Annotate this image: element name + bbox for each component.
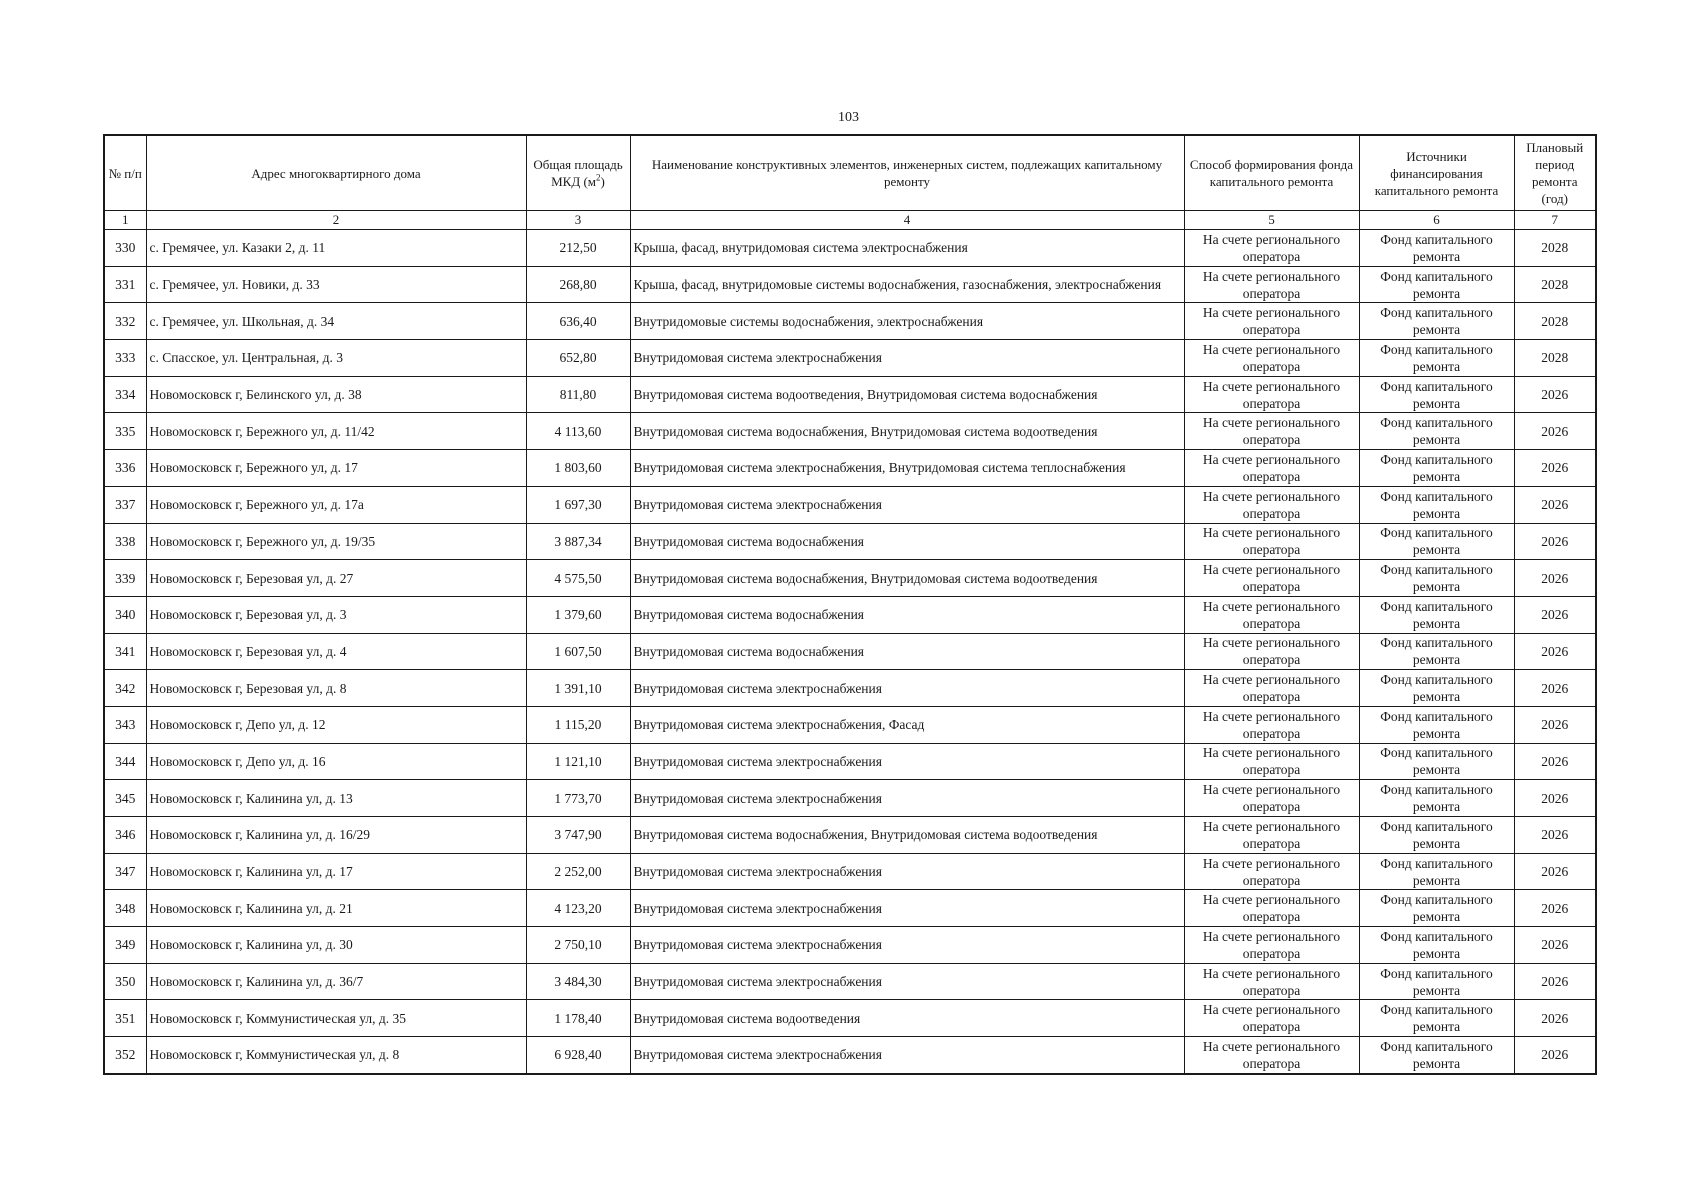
house-address: Новомосковск г, Бережного ул, д. 17	[146, 450, 526, 487]
row-number: 341	[104, 633, 146, 670]
repair-elements: Внутридомовая система электроснабжения	[630, 340, 1184, 377]
repair-elements: Внутридомовая система электроснабжения	[630, 1037, 1184, 1074]
row-number: 335	[104, 413, 146, 450]
fund-method: На счете регионального оператора	[1184, 413, 1359, 450]
fund-method: На счете регионального оператора	[1184, 890, 1359, 927]
row-number: 332	[104, 303, 146, 340]
row-number: 352	[104, 1037, 146, 1074]
total-area: 636,40	[526, 303, 630, 340]
total-area: 2 252,00	[526, 853, 630, 890]
table-row	[104, 1037, 1596, 1074]
header-area-sup: 2	[596, 172, 601, 183]
planned-year: 2026	[1514, 523, 1596, 560]
funding-source: Фонд капитального ремонта	[1359, 230, 1514, 267]
funding-source: Фонд капитального ремонта	[1359, 780, 1514, 817]
repair-elements: Внутридомовая система электроснабжения	[630, 890, 1184, 927]
total-area: 1 115,20	[526, 706, 630, 743]
repair-elements: Внутридомовая система электроснабжения	[630, 780, 1184, 817]
table-row	[104, 890, 1596, 927]
row-number: 338	[104, 523, 146, 560]
planned-year: 2026	[1514, 853, 1596, 890]
fund-method: На счете регионального оператора	[1184, 340, 1359, 377]
fund-method: На счете регионального оператора	[1184, 523, 1359, 560]
column-number: 3	[526, 211, 630, 230]
house-address: Новомосковск г, Калинина ул, д. 16/29	[146, 817, 526, 854]
table-row	[104, 780, 1596, 817]
house-address: Новомосковск г, Коммунистическая ул, д. 8	[146, 1037, 526, 1074]
total-area: 3 484,30	[526, 963, 630, 1000]
repair-elements: Внутридомовая система водоснабжения, Внутридомовая система водоотведения	[630, 413, 1184, 450]
fund-method: На счете регионального оператора	[1184, 486, 1359, 523]
row-number: 340	[104, 596, 146, 633]
funding-source: Фонд капитального ремонта	[1359, 266, 1514, 303]
total-area: 1 178,40	[526, 1000, 630, 1037]
repair-elements: Внутридомовая система водоснабжения	[630, 596, 1184, 633]
row-number: 330	[104, 230, 146, 267]
funding-source: Фонд капитального ремонта	[1359, 1037, 1514, 1074]
capital-repair-table	[103, 134, 1597, 1075]
total-area: 1 773,70	[526, 780, 630, 817]
table-row	[104, 560, 1596, 597]
row-number: 342	[104, 670, 146, 707]
table-row	[104, 413, 1596, 450]
planned-year: 2026	[1514, 963, 1596, 1000]
table-row	[104, 743, 1596, 780]
row-number: 337	[104, 486, 146, 523]
planned-year: 2026	[1514, 780, 1596, 817]
total-area: 268,80	[526, 266, 630, 303]
funding-source: Фонд капитального ремонта	[1359, 523, 1514, 560]
fund-method: На счете регионального оператора	[1184, 596, 1359, 633]
fund-method: На счете регионального оператора	[1184, 780, 1359, 817]
fund-method: На счете регионального оператора	[1184, 266, 1359, 303]
table-row	[104, 963, 1596, 1000]
row-number: 345	[104, 780, 146, 817]
column-number: 6	[1359, 211, 1514, 230]
table-body	[104, 230, 1596, 1074]
repair-elements: Внутридомовая система электроснабжения	[630, 853, 1184, 890]
fund-method: На счете регионального оператора	[1184, 303, 1359, 340]
planned-year: 2026	[1514, 486, 1596, 523]
header-period: Плановый период ремонта (год)	[1514, 135, 1596, 211]
funding-source: Фонд капитального ремонта	[1359, 303, 1514, 340]
house-address: Новомосковск г, Березовая ул, д. 27	[146, 560, 526, 597]
house-address: Новомосковск г, Калинина ул, д. 36/7	[146, 963, 526, 1000]
house-address: Новомосковск г, Белинского ул, д. 38	[146, 376, 526, 413]
repair-elements: Внутридомовая система электроснабжения	[630, 963, 1184, 1000]
row-number: 339	[104, 560, 146, 597]
planned-year: 2028	[1514, 303, 1596, 340]
row-number: 348	[104, 890, 146, 927]
funding-source: Фонд капитального ремонта	[1359, 890, 1514, 927]
row-number: 336	[104, 450, 146, 487]
funding-source: Фонд капитального ремонта	[1359, 927, 1514, 964]
table-row	[104, 670, 1596, 707]
table-row	[104, 376, 1596, 413]
funding-source: Фонд капитального ремонта	[1359, 853, 1514, 890]
total-area: 1 379,60	[526, 596, 630, 633]
row-number: 334	[104, 376, 146, 413]
table-row	[104, 853, 1596, 890]
total-area: 652,80	[526, 340, 630, 377]
house-address: Новомосковск г, Березовая ул, д. 3	[146, 596, 526, 633]
total-area: 1 607,50	[526, 633, 630, 670]
funding-source: Фонд капитального ремонта	[1359, 376, 1514, 413]
funding-source: Фонд капитального ремонта	[1359, 963, 1514, 1000]
house-address: с. Гремячее, ул. Новики, д. 33	[146, 266, 526, 303]
row-number: 346	[104, 817, 146, 854]
total-area: 1 121,10	[526, 743, 630, 780]
total-area: 6 928,40	[526, 1037, 630, 1074]
funding-source: Фонд капитального ремонта	[1359, 1000, 1514, 1037]
table-row	[104, 450, 1596, 487]
house-address: Новомосковск г, Калинина ул, д. 13	[146, 780, 526, 817]
row-number: 349	[104, 927, 146, 964]
total-area: 1 391,10	[526, 670, 630, 707]
repair-elements: Внутридомовая система водоотведения, Внутридомовая система водоснабжения	[630, 376, 1184, 413]
repair-elements: Внутридомовая система водоснабжения, Внутридомовая система водоотведения	[630, 560, 1184, 597]
fund-method: На счете регионального оператора	[1184, 743, 1359, 780]
planned-year: 2026	[1514, 670, 1596, 707]
repair-elements: Крыша, фасад, внутридомовые системы водоснабжения, газоснабжения, электроснабжения	[630, 266, 1184, 303]
funding-source: Фонд капитального ремонта	[1359, 670, 1514, 707]
page-number: 103	[838, 110, 859, 125]
header-area-close: )	[600, 174, 605, 189]
header-source: Источники финансирования капитального ремонта	[1359, 135, 1514, 211]
repair-elements: Внутридомовая система электроснабжения	[630, 486, 1184, 523]
funding-source: Фонд капитального ремонта	[1359, 706, 1514, 743]
row-number: 344	[104, 743, 146, 780]
planned-year: 2026	[1514, 706, 1596, 743]
house-address: Новомосковск г, Бережного ул, д. 11/42	[146, 413, 526, 450]
total-area: 4 575,50	[526, 560, 630, 597]
planned-year: 2026	[1514, 1037, 1596, 1074]
header-num: № п/п	[104, 135, 146, 211]
planned-year: 2026	[1514, 376, 1596, 413]
total-area: 2 750,10	[526, 927, 630, 964]
house-address: Новомосковск г, Бережного ул, д. 17а	[146, 486, 526, 523]
table-row	[104, 266, 1596, 303]
funding-source: Фонд капитального ремонта	[1359, 486, 1514, 523]
repair-elements: Внутридомовая система электроснабжения, Внутридомовая система теплоснабжения	[630, 450, 1184, 487]
row-number: 347	[104, 853, 146, 890]
house-address: Новомосковск г, Калинина ул, д. 21	[146, 890, 526, 927]
total-area: 212,50	[526, 230, 630, 267]
repair-elements: Крыша, фасад, внутридомовая система электроснабжения	[630, 230, 1184, 267]
funding-source: Фонд капитального ремонта	[1359, 817, 1514, 854]
table-row	[104, 633, 1596, 670]
planned-year: 2028	[1514, 230, 1596, 267]
fund-method: На счете регионального оператора	[1184, 927, 1359, 964]
planned-year: 2026	[1514, 927, 1596, 964]
header-address: Адрес многоквартирного дома	[146, 135, 526, 211]
row-number: 331	[104, 266, 146, 303]
house-address: Новомосковск г, Депо ул, д. 12	[146, 706, 526, 743]
planned-year: 2026	[1514, 1000, 1596, 1037]
repair-elements: Внутридомовая система электроснабжения	[630, 743, 1184, 780]
table-row	[104, 596, 1596, 633]
table-header-row	[104, 135, 1596, 211]
house-address: Новомосковск г, Березовая ул, д. 4	[146, 633, 526, 670]
repair-elements: Внутридомовая система водоснабжения, Внутридомовая система водоотведения	[630, 817, 1184, 854]
column-number: 2	[146, 211, 526, 230]
fund-method: На счете регионального оператора	[1184, 706, 1359, 743]
planned-year: 2026	[1514, 890, 1596, 927]
fund-method: На счете регионального оператора	[1184, 670, 1359, 707]
fund-method: На счете регионального оператора	[1184, 633, 1359, 670]
header-method: Способ формирования фонда капитального ремонта	[1184, 135, 1359, 211]
repair-elements: Внутридомовая система водоснабжения	[630, 633, 1184, 670]
funding-source: Фонд капитального ремонта	[1359, 633, 1514, 670]
house-address: Новомосковск г, Березовая ул, д. 8	[146, 670, 526, 707]
fund-method: На счете регионального оператора	[1184, 230, 1359, 267]
column-number: 7	[1514, 211, 1596, 230]
header-area	[526, 135, 630, 211]
repair-elements: Внутридомовая система водоснабжения	[630, 523, 1184, 560]
table-row	[104, 1000, 1596, 1037]
table-row	[104, 817, 1596, 854]
planned-year: 2028	[1514, 266, 1596, 303]
header-area-text: Общая площадь МКД (м	[533, 157, 623, 189]
fund-method: На счете регионального оператора	[1184, 1000, 1359, 1037]
total-area: 4 123,20	[526, 890, 630, 927]
row-number: 351	[104, 1000, 146, 1037]
fund-method: На счете регионального оператора	[1184, 817, 1359, 854]
column-number-row	[104, 211, 1596, 230]
repair-elements: Внутридомовые системы водоснабжения, электроснабжения	[630, 303, 1184, 340]
table-row	[104, 927, 1596, 964]
house-address: Новомосковск г, Калинина ул, д. 30	[146, 927, 526, 964]
table-row	[104, 706, 1596, 743]
funding-source: Фонд капитального ремонта	[1359, 340, 1514, 377]
total-area: 4 113,60	[526, 413, 630, 450]
fund-method: На счете регионального оператора	[1184, 963, 1359, 1000]
table-row	[104, 486, 1596, 523]
header-elements: Наименование конструктивных элементов, инженерных систем, подлежащих капитальному ремонту	[630, 135, 1184, 211]
fund-method: На счете регионального оператора	[1184, 853, 1359, 890]
total-area: 3 887,34	[526, 523, 630, 560]
fund-method: На счете регионального оператора	[1184, 1037, 1359, 1074]
funding-source: Фонд капитального ремонта	[1359, 413, 1514, 450]
house-address: Новомосковск г, Бережного ул, д. 19/35	[146, 523, 526, 560]
column-number: 5	[1184, 211, 1359, 230]
planned-year: 2026	[1514, 743, 1596, 780]
funding-source: Фонд капитального ремонта	[1359, 596, 1514, 633]
house-address: с. Гремячее, ул. Казаки 2, д. 11	[146, 230, 526, 267]
table-row	[104, 523, 1596, 560]
repair-elements: Внутридомовая система электроснабжения, Фасад	[630, 706, 1184, 743]
total-area: 1 803,60	[526, 450, 630, 487]
planned-year: 2026	[1514, 413, 1596, 450]
total-area: 3 747,90	[526, 817, 630, 854]
repair-elements: Внутридомовая система водоотведения	[630, 1000, 1184, 1037]
row-number: 350	[104, 963, 146, 1000]
fund-method: На счете регионального оператора	[1184, 560, 1359, 597]
column-number: 1	[104, 211, 146, 230]
planned-year: 2026	[1514, 633, 1596, 670]
house-address: Новомосковск г, Коммунистическая ул, д. 35	[146, 1000, 526, 1037]
fund-method: На счете регионального оператора	[1184, 376, 1359, 413]
row-number: 333	[104, 340, 146, 377]
planned-year: 2028	[1514, 340, 1596, 377]
house-address: Новомосковск г, Депо ул, д. 16	[146, 743, 526, 780]
planned-year: 2026	[1514, 560, 1596, 597]
table-row	[104, 303, 1596, 340]
planned-year: 2026	[1514, 817, 1596, 854]
house-address: Новомосковск г, Калинина ул, д. 17	[146, 853, 526, 890]
fund-method: На счете регионального оператора	[1184, 450, 1359, 487]
funding-source: Фонд капитального ремонта	[1359, 450, 1514, 487]
table-row	[104, 340, 1596, 377]
repair-elements: Внутридомовая система электроснабжения	[630, 927, 1184, 964]
house-address: с. Спасское, ул. Центральная, д. 3	[146, 340, 526, 377]
row-number: 343	[104, 706, 146, 743]
table-row	[104, 230, 1596, 267]
repair-elements: Внутридомовая система электроснабжения	[630, 670, 1184, 707]
planned-year: 2026	[1514, 450, 1596, 487]
total-area: 811,80	[526, 376, 630, 413]
total-area: 1 697,30	[526, 486, 630, 523]
column-number: 4	[630, 211, 1184, 230]
house-address: с. Гремячее, ул. Школьная, д. 34	[146, 303, 526, 340]
planned-year: 2026	[1514, 596, 1596, 633]
funding-source: Фонд капитального ремонта	[1359, 743, 1514, 780]
funding-source: Фонд капитального ремонта	[1359, 560, 1514, 597]
